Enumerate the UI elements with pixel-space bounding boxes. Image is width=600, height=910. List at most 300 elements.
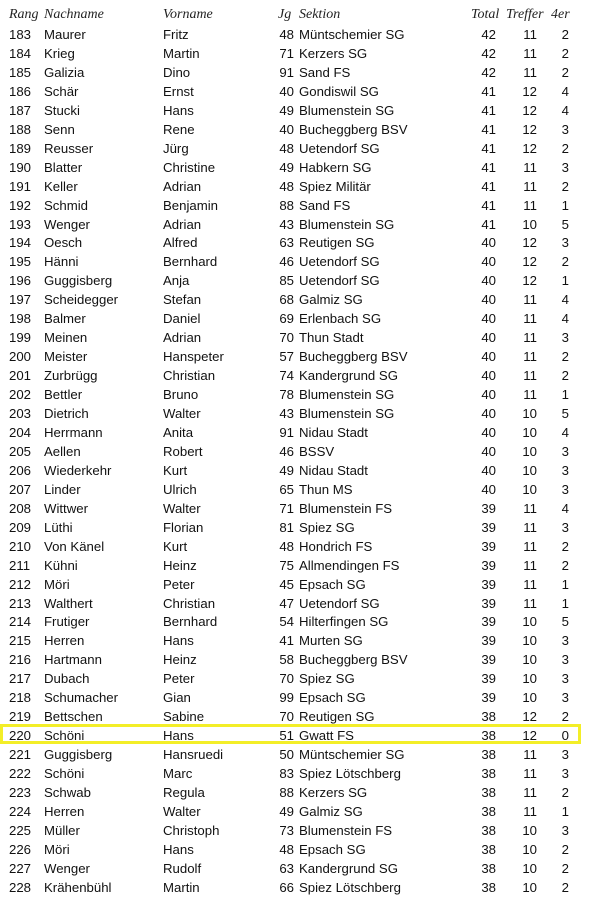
cell-vierer: 5 <box>561 216 569 232</box>
table-row <box>0 328 600 347</box>
cell-last-name: Herren <box>44 633 85 649</box>
cell-treffer: 11 <box>523 595 537 611</box>
cell-first-name: Marc <box>163 766 193 782</box>
cell-section: Kerzers SG <box>299 785 368 800</box>
table-row <box>0 480 600 499</box>
table-row <box>0 669 600 688</box>
cell-first-name: Bernhard <box>163 614 218 630</box>
cell-rank: 212 <box>9 576 32 592</box>
cell-first-name: Walter <box>163 406 201 421</box>
table-row <box>0 442 600 461</box>
table-row <box>0 518 600 537</box>
cell-total: 40 <box>481 235 496 251</box>
cell-birth-year: 70 <box>279 709 294 725</box>
cell-section: Thun Stadt <box>299 330 364 346</box>
cell-total: 39 <box>481 633 496 649</box>
cell-last-name: Schwab <box>44 785 91 800</box>
cell-last-name: Walthert <box>44 595 93 611</box>
cell-vierer: 3 <box>561 159 569 175</box>
cell-total: 41 <box>481 121 496 137</box>
table-row <box>0 347 600 366</box>
header-sektion: Sektion <box>299 7 341 22</box>
cell-section: Reutigen SG <box>299 235 375 251</box>
cell-last-name: Senn <box>44 121 75 137</box>
cell-rank: 220 <box>9 728 32 744</box>
cell-rank: 185 <box>9 64 32 80</box>
cell-total: 40 <box>481 254 496 270</box>
cell-vierer: 2 <box>561 45 569 61</box>
cell-total: 40 <box>481 481 496 497</box>
cell-first-name: Jürg <box>163 140 189 156</box>
table-row <box>0 385 600 404</box>
cell-birth-year: 50 <box>279 747 294 763</box>
cell-total: 38 <box>481 747 496 763</box>
cell-birth-year: 91 <box>279 64 294 80</box>
table-row <box>0 783 600 802</box>
cell-section: Nidau Stadt <box>299 462 368 478</box>
cell-section: Sand FS <box>299 64 351 80</box>
cell-first-name: Martin <box>163 45 200 61</box>
table-row <box>0 840 600 859</box>
cell-first-name: Sabine <box>163 709 205 725</box>
cell-last-name: Wittwer <box>44 500 88 516</box>
cell-birth-year: 43 <box>279 406 294 421</box>
cell-last-name: Meister <box>44 349 88 365</box>
cell-first-name: Martin <box>163 879 200 895</box>
cell-vierer: 4 <box>561 311 569 327</box>
cell-last-name: Schöni <box>44 728 85 744</box>
cell-birth-year: 71 <box>279 500 294 516</box>
cell-birth-year: 83 <box>279 766 294 782</box>
cell-treffer: 10 <box>522 216 537 232</box>
cell-vierer: 3 <box>561 766 569 782</box>
cell-vierer: 4 <box>561 500 569 516</box>
cell-section: Blumenstein FS <box>299 822 393 838</box>
cell-section: Thun MS <box>299 481 353 497</box>
header-total: Total <box>471 7 500 22</box>
cell-first-name: Ernst <box>163 83 194 99</box>
cell-section: Reutigen SG <box>299 709 375 725</box>
table-row <box>0 650 600 669</box>
cell-rank: 224 <box>9 803 32 819</box>
cell-birth-year: 48 <box>279 27 294 42</box>
cell-first-name: Fritz <box>163 27 189 42</box>
cell-vierer: 3 <box>561 443 569 459</box>
cell-total: 40 <box>481 311 496 327</box>
cell-total: 39 <box>481 519 496 535</box>
cell-total: 40 <box>481 330 496 346</box>
cell-treffer: 11 <box>523 368 537 384</box>
cell-last-name: Zurbrügg <box>44 368 98 384</box>
table-row <box>0 726 600 745</box>
cell-section: Epsach SG <box>299 841 366 857</box>
table-row <box>0 139 600 158</box>
cell-treffer: 11 <box>523 766 537 782</box>
cell-last-name: Reusser <box>44 140 94 156</box>
cell-total: 40 <box>481 387 496 403</box>
cell-birth-year: 91 <box>279 424 294 440</box>
cell-rank: 188 <box>9 121 32 137</box>
cell-birth-year: 48 <box>279 178 294 194</box>
cell-birth-year: 46 <box>279 254 294 270</box>
cell-total: 38 <box>481 728 496 744</box>
cell-vierer: 3 <box>561 330 569 346</box>
cell-total: 41 <box>481 140 496 156</box>
cell-vierer: 3 <box>561 747 569 763</box>
cell-first-name: Alfred <box>163 235 198 251</box>
cell-vierer: 2 <box>561 140 569 156</box>
cell-vierer: 2 <box>561 785 569 800</box>
cell-rank: 184 <box>9 45 32 61</box>
cell-section: Kandergrund SG <box>299 368 398 384</box>
header-jg: Jg <box>278 7 292 22</box>
cell-treffer: 10 <box>522 860 537 876</box>
cell-section: Kerzers SG <box>299 45 368 61</box>
cell-first-name: Walter <box>163 803 201 819</box>
cell-vierer: 5 <box>561 614 569 630</box>
cell-last-name: Wiederkehr <box>44 462 112 478</box>
cell-last-name: Keller <box>44 178 78 194</box>
cell-last-name: Blatter <box>44 159 83 175</box>
cell-vierer: 3 <box>561 121 569 137</box>
cell-section: Epsach SG <box>299 690 366 706</box>
table-row <box>0 859 600 878</box>
cell-total: 39 <box>481 690 496 706</box>
cell-birth-year: 69 <box>279 311 294 327</box>
cell-birth-year: 57 <box>279 349 294 365</box>
cell-section: Bucheggberg BSV <box>299 652 408 668</box>
cell-total: 39 <box>481 557 496 573</box>
cell-last-name: Müller <box>44 822 80 838</box>
cell-last-name: Balmer <box>44 311 86 327</box>
cell-birth-year: 88 <box>279 785 294 800</box>
cell-rank: 225 <box>9 822 32 838</box>
cell-section: Blumenstein SG <box>299 387 395 403</box>
cell-birth-year: 58 <box>279 652 294 668</box>
cell-treffer: 10 <box>522 690 537 706</box>
cell-section: Galmiz SG <box>299 803 363 819</box>
table-row <box>0 177 600 196</box>
table-row <box>0 461 600 480</box>
cell-total: 38 <box>481 803 496 819</box>
cell-total: 40 <box>481 349 496 365</box>
cell-vierer: 2 <box>561 841 569 857</box>
cell-vierer: 2 <box>561 368 569 384</box>
cell-birth-year: 45 <box>279 576 294 592</box>
cell-total: 40 <box>481 462 496 478</box>
cell-last-name: Dietrich <box>44 406 89 421</box>
table-row <box>0 631 600 650</box>
cell-treffer: 10 <box>522 481 537 497</box>
cell-rank: 207 <box>9 481 32 497</box>
cell-first-name: Walter <box>163 500 201 516</box>
table-row <box>0 745 600 764</box>
table-row <box>0 158 600 177</box>
cell-section: Blumenstein SG <box>299 216 395 232</box>
cell-section: Hilterfingen SG <box>299 614 389 630</box>
cell-section: Murten SG <box>299 633 363 649</box>
table-row <box>0 120 600 139</box>
cell-last-name: Aellen <box>44 443 81 459</box>
cell-rank: 198 <box>9 311 32 327</box>
cell-rank: 211 <box>9 557 31 573</box>
cell-rank: 195 <box>9 254 32 270</box>
cell-vierer: 3 <box>561 652 569 668</box>
cell-section: Sand FS <box>299 197 351 213</box>
cell-last-name: Möri <box>44 841 70 857</box>
cell-vierer: 3 <box>561 690 569 706</box>
cell-first-name: Peter <box>163 671 195 687</box>
cell-first-name: Hanspeter <box>163 349 224 365</box>
cell-birth-year: 74 <box>279 368 294 384</box>
cell-treffer: 12 <box>522 254 537 270</box>
table-row <box>0 215 600 234</box>
cell-first-name: Heinz <box>163 652 197 668</box>
cell-rank: 208 <box>9 500 32 516</box>
cell-total: 39 <box>481 595 496 611</box>
cell-last-name: Guggisberg <box>44 747 113 763</box>
cell-treffer: 11 <box>523 349 537 365</box>
cell-section: Uetendorf SG <box>299 254 380 270</box>
cell-treffer: 11 <box>523 387 537 403</box>
cell-first-name: Hans <box>163 728 194 744</box>
cell-last-name: Schumacher <box>44 690 119 706</box>
table-row <box>0 878 600 897</box>
cell-rank: 191 <box>9 178 32 194</box>
cell-vierer: 2 <box>561 557 569 573</box>
cell-total: 41 <box>481 83 496 99</box>
cell-total: 41 <box>481 159 496 175</box>
table-row <box>0 688 600 707</box>
cell-total: 39 <box>481 614 496 630</box>
cell-rank: 226 <box>9 841 32 857</box>
cell-rank: 193 <box>9 216 32 232</box>
cell-rank: 221 <box>9 747 32 763</box>
cell-treffer: 11 <box>523 519 537 535</box>
cell-treffer: 12 <box>522 83 537 99</box>
cell-rank: 223 <box>9 785 32 800</box>
cell-vierer: 3 <box>561 671 569 687</box>
cell-last-name: Stucki <box>44 102 80 118</box>
cell-section: Müntschemier SG <box>299 27 405 42</box>
cell-birth-year: 48 <box>279 841 294 857</box>
table-row <box>0 25 600 44</box>
cell-total: 38 <box>481 709 496 725</box>
cell-treffer: 10 <box>522 443 537 459</box>
cell-vierer: 3 <box>561 633 569 649</box>
cell-section: Kandergrund SG <box>299 860 398 876</box>
cell-section: Erlenbach SG <box>299 311 382 327</box>
cell-treffer: 10 <box>522 822 537 838</box>
cell-treffer: 11 <box>523 64 537 80</box>
cell-rank: 219 <box>9 709 32 725</box>
cell-vierer: 4 <box>561 424 569 440</box>
cell-section: Gwatt FS <box>299 728 354 744</box>
cell-vierer: 3 <box>561 235 569 251</box>
cell-rank: 218 <box>9 690 32 706</box>
cell-birth-year: 81 <box>279 519 294 535</box>
cell-last-name: Guggisberg <box>44 273 113 289</box>
cell-birth-year: 75 <box>279 557 294 573</box>
table-row <box>0 271 600 290</box>
cell-total: 40 <box>481 406 496 421</box>
cell-last-name: Scheidegger <box>44 292 119 308</box>
table-row <box>0 537 600 556</box>
cell-vierer: 2 <box>561 349 569 365</box>
cell-section: Uetendorf SG <box>299 595 380 611</box>
cell-treffer: 11 <box>523 197 537 213</box>
cell-total: 38 <box>481 766 496 782</box>
cell-birth-year: 40 <box>279 121 294 137</box>
cell-first-name: Kurt <box>163 462 188 478</box>
cell-vierer: 1 <box>561 576 569 592</box>
cell-last-name: Herrmann <box>44 424 103 440</box>
cell-first-name: Regula <box>163 785 205 800</box>
header-rang: Rang <box>9 7 39 22</box>
cell-rank: 215 <box>9 633 32 649</box>
cell-rank: 192 <box>9 197 32 213</box>
cell-last-name: Oesch <box>44 235 83 251</box>
cell-rank: 210 <box>9 538 32 554</box>
cell-last-name: Wenger <box>44 860 90 876</box>
cell-first-name: Bernhard <box>163 254 218 270</box>
cell-first-name: Adrian <box>163 178 202 194</box>
cell-total: 41 <box>481 197 496 213</box>
cell-rank: 228 <box>9 879 32 895</box>
cell-rank: 204 <box>9 424 32 440</box>
cell-vierer: 2 <box>561 538 569 554</box>
cell-total: 42 <box>481 27 496 42</box>
cell-last-name: Frutiger <box>44 614 90 630</box>
table-row <box>0 309 600 328</box>
cell-last-name: Kühni <box>44 557 78 573</box>
cell-rank: 203 <box>9 406 32 421</box>
cell-first-name: Hans <box>163 841 194 857</box>
cell-birth-year: 63 <box>279 235 294 251</box>
cell-rank: 189 <box>9 140 32 156</box>
cell-section: Blumenstein SG <box>299 102 395 118</box>
cell-treffer: 10 <box>522 879 537 895</box>
table-row <box>0 764 600 783</box>
cell-birth-year: 70 <box>279 330 294 346</box>
cell-treffer: 12 <box>522 102 537 118</box>
cell-rank: 216 <box>9 652 32 668</box>
cell-total: 40 <box>481 424 496 440</box>
cell-total: 38 <box>481 879 496 895</box>
cell-first-name: Heinz <box>163 557 197 573</box>
cell-rank: 201 <box>9 368 32 384</box>
cell-first-name: Hans <box>163 102 194 118</box>
cell-birth-year: 49 <box>279 159 294 175</box>
cell-treffer: 10 <box>522 406 537 421</box>
cell-last-name: Von Känel <box>44 538 105 554</box>
cell-vierer: 4 <box>561 292 569 308</box>
cell-total: 40 <box>481 292 496 308</box>
table-row <box>0 556 600 575</box>
table-row <box>0 196 600 215</box>
cell-first-name: Florian <box>163 519 204 535</box>
cell-first-name: Daniel <box>163 311 201 327</box>
cell-vierer: 2 <box>561 709 569 725</box>
cell-vierer: 2 <box>561 27 569 42</box>
cell-vierer: 2 <box>561 64 569 80</box>
cell-last-name: Lüthi <box>44 519 73 535</box>
cell-vierer: 3 <box>561 462 569 478</box>
cell-first-name: Christian <box>163 368 216 384</box>
cell-first-name: Dino <box>163 64 191 80</box>
cell-section: Hondrich FS <box>299 538 373 554</box>
cell-vierer: 1 <box>561 273 569 289</box>
cell-vierer: 3 <box>561 519 569 535</box>
cell-treffer: 10 <box>522 614 537 630</box>
cell-section: Uetendorf SG <box>299 140 380 156</box>
cell-first-name: Adrian <box>163 216 202 232</box>
cell-vierer: 2 <box>561 254 569 270</box>
cell-total: 39 <box>481 576 496 592</box>
cell-first-name: Anita <box>163 424 194 440</box>
cell-total: 39 <box>481 500 496 516</box>
cell-total: 40 <box>481 443 496 459</box>
cell-treffer: 12 <box>522 273 537 289</box>
cell-last-name: Schmid <box>44 197 88 213</box>
cell-vierer: 3 <box>561 481 569 497</box>
cell-section: Spiez Lötschberg <box>299 879 401 895</box>
cell-total: 40 <box>481 368 496 384</box>
table-row <box>0 404 600 423</box>
cell-rank: 186 <box>9 83 32 99</box>
cell-birth-year: 43 <box>279 216 294 232</box>
cell-first-name: Rene <box>163 121 195 137</box>
cell-treffer: 11 <box>523 747 537 763</box>
cell-treffer: 10 <box>522 841 537 857</box>
cell-total: 38 <box>481 785 496 800</box>
cell-last-name: Linder <box>44 481 81 497</box>
cell-rank: 196 <box>9 273 32 289</box>
cell-first-name: Stefan <box>163 292 202 308</box>
table-row <box>0 44 600 63</box>
cell-vierer: 3 <box>561 822 569 838</box>
cell-section: Spiez Militär <box>299 178 371 194</box>
cell-birth-year: 46 <box>279 443 294 459</box>
cell-rank: 214 <box>9 614 32 630</box>
cell-total: 39 <box>481 652 496 668</box>
cell-total: 38 <box>481 860 496 876</box>
cell-total: 40 <box>481 273 496 289</box>
cell-rank: 199 <box>9 330 32 346</box>
cell-section: Bucheggberg BSV <box>299 349 408 365</box>
cell-last-name: Meinen <box>44 330 88 346</box>
cell-treffer: 11 <box>523 178 537 194</box>
cell-section: Allmendingen FS <box>299 557 400 573</box>
cell-rank: 206 <box>9 462 32 478</box>
cell-section: Gondiswil SG <box>299 83 379 99</box>
cell-total: 39 <box>481 538 496 554</box>
cell-rank: 227 <box>9 860 32 876</box>
cell-vierer: 4 <box>561 83 569 99</box>
cell-birth-year: 48 <box>279 140 294 156</box>
cell-treffer: 12 <box>522 709 537 725</box>
table-row <box>0 707 600 726</box>
cell-birth-year: 49 <box>279 102 294 118</box>
table-row <box>0 290 600 309</box>
cell-last-name: Maurer <box>44 27 86 42</box>
cell-first-name: Anja <box>163 273 190 289</box>
table-row <box>0 499 600 518</box>
cell-first-name: Adrian <box>163 330 202 346</box>
cell-treffer: 12 <box>522 235 537 251</box>
cell-last-name: Schöni <box>44 766 85 782</box>
cell-vierer: 0 <box>561 728 569 744</box>
